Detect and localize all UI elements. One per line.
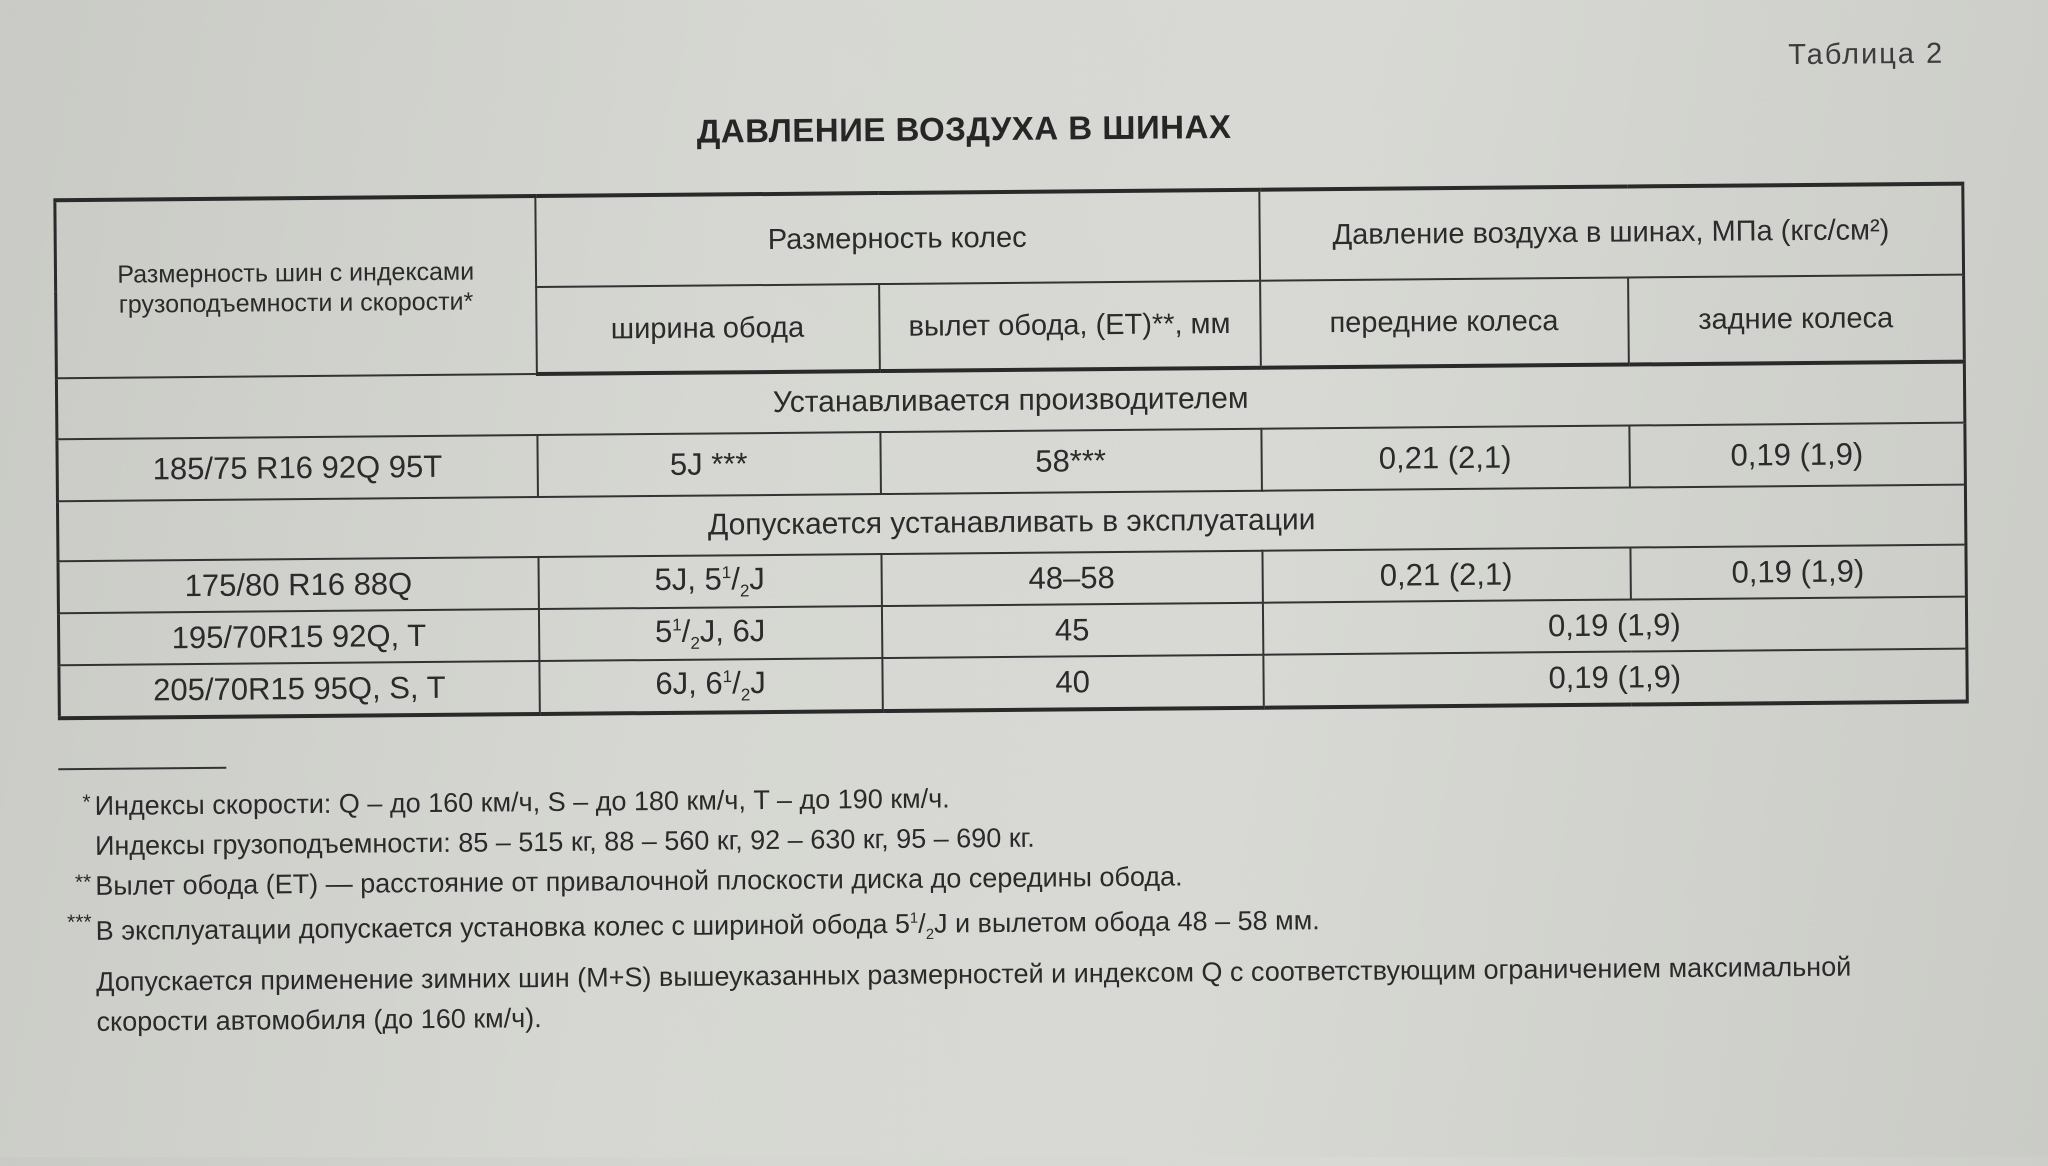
footnote-text: Вылет обода (ET) — расстояние от привалочной плоскости диска до середины обода. (95, 861, 1183, 901)
pressure-cell: 0,19 (1,9) (1262, 597, 1966, 655)
fraction-num: 1 (672, 615, 682, 635)
corner-header: Размерность шин с индексами грузоподъемности и скорости* (55, 196, 537, 378)
col-header-rear: задние колеса (1628, 275, 1965, 365)
rim-width-text: J, 6J (699, 613, 766, 649)
footnote-mark: ** (74, 870, 92, 895)
rim-width-cell: 6J, $6^1/_2J$ (539, 658, 882, 714)
rim-offset-cell: 58*** (880, 429, 1262, 494)
footnotes (58, 769, 2000, 1042)
rear-pressure-cell: 0,19 (1,9) (1630, 545, 1966, 600)
footnote-text: В эксплуатации допускается установка колес с шириной обода 5 (95, 908, 911, 946)
tire-size-cell: 205/70R15 95Q, S, T (59, 661, 539, 718)
col-header-front: передние колеса (1260, 278, 1629, 368)
footnote-mark: *** (67, 910, 92, 935)
fraction-den: 2 (739, 581, 750, 601)
rear-pressure-cell: 0,19 (1,9) (1629, 423, 1966, 488)
section-operation: Допускается устанавливать в эксплуатации (57, 485, 1965, 562)
rim-offset-cell: 40 (882, 655, 1263, 711)
section-factory: Устанавливается производителем (56, 362, 1964, 440)
group-header-pressure: Давление воздуха в шинах, МПа (кгс/см²) (1259, 184, 1964, 281)
rim-width-text: J (749, 561, 765, 597)
footnote-text: J и вылетом обода 48 – 58 мм. (933, 905, 1320, 939)
rim-width-text: 5J, 5 (654, 561, 722, 598)
fraction-num: 1 (721, 563, 732, 583)
group-header-wheels: Размерность колес (535, 190, 1260, 287)
tire-pressure-table (53, 182, 1968, 721)
rim-width-cell: $5^1/_2J$, 6J (538, 606, 881, 661)
rim-offset-cell: 45 (881, 603, 1262, 658)
page-title: ДАВЛЕНИЕ ВОЗДУХА В ШИНАХ (696, 107, 1232, 150)
table-number: Таблица 2 (1788, 37, 1945, 72)
fraction-den: 2 (690, 633, 701, 654)
col-header-rim-width: ширина обода (536, 284, 880, 374)
pressure-cell: 0,19 (1,9) (1263, 649, 1967, 708)
footnote-text: скорости автомобиля (до 160 км/ч). (96, 1003, 542, 1038)
rim-offset-cell: 48–58 (881, 551, 1262, 606)
front-pressure-cell: 0,21 (2,1) (1262, 548, 1630, 603)
footnote-mark: * (82, 790, 91, 815)
footnote-text: Индексы скорости: Q – до 160 км/ч, S – до 180 км/ч, T – до 190 км/ч. (94, 783, 950, 821)
col-header-rim-offset: вылет обода, (ET)**, мм (879, 281, 1261, 371)
fraction-den: 2 (740, 685, 751, 705)
footnote-line: *** В эксплуатации допускается установка колес с шириной обода $5^1/_2J$ и вылетом обода 48 – 58 мм. (60, 889, 2000, 962)
rim-width-text: 5 (654, 614, 673, 650)
footnote-divider (58, 767, 226, 770)
front-pressure-cell: 0,21 (2,1) (1261, 426, 1630, 491)
fraction-den: 2 (925, 926, 935, 944)
footnote-text: Допускается применение зимних шин (M+S) вышеуказанных размерностей и индексом Q с соответствующим ограничением максимальной (96, 951, 1852, 998)
tire-size-cell: 185/75 R16 92Q 95T (57, 435, 538, 501)
rim-width-text: 6J, 6 (655, 665, 723, 702)
rim-width-cell: 5J, $5^1/_2J$ (538, 554, 881, 609)
footnote-text: Индексы грузоподъемности: 85 – 515 кг, 88 – 560 кг, 92 – 630 кг, 95 – 690 кг. (94, 822, 1035, 861)
tire-size-cell: 175/80 R16 88Q (58, 557, 538, 613)
rim-width-cell: 5J *** (537, 432, 881, 497)
fraction-num: 1 (722, 667, 733, 687)
tire-size-cell: 195/70R15 92Q, T (58, 609, 538, 665)
rim-width-text: J (750, 665, 766, 701)
fraction-num: 1 (909, 910, 919, 927)
